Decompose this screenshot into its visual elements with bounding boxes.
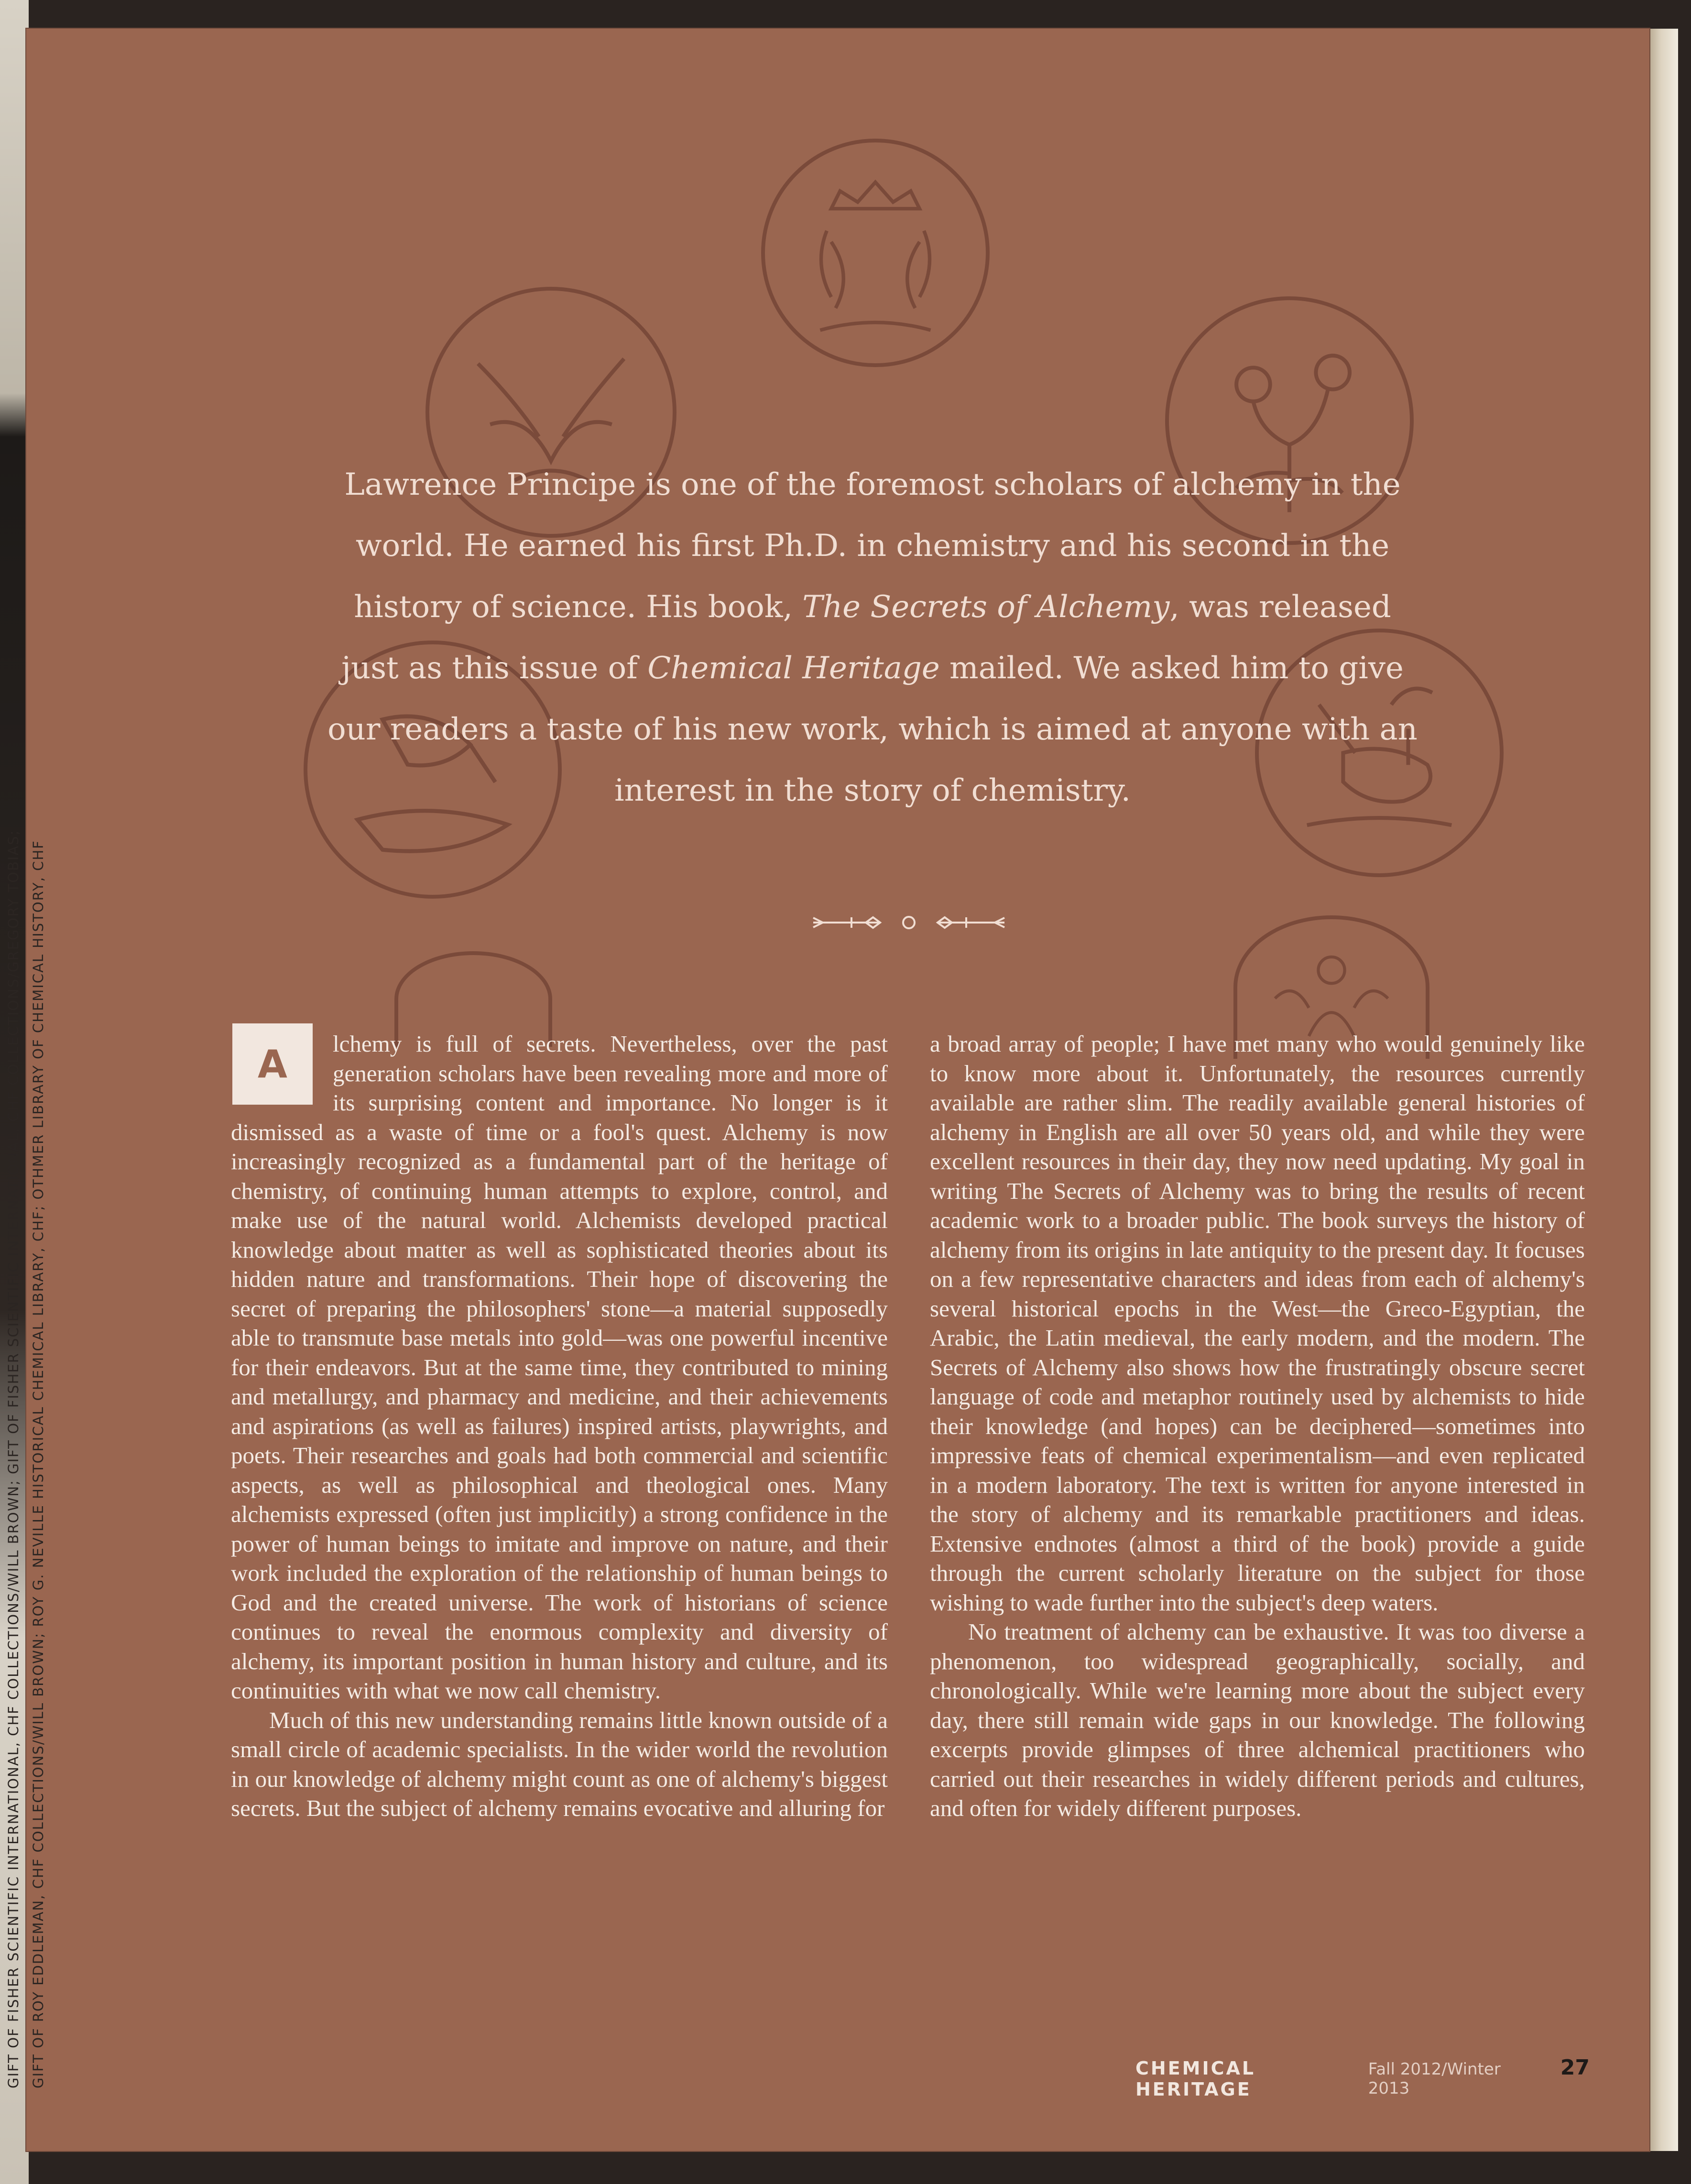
book-title: The Secrets of Alchemy: [802, 589, 1170, 625]
paragraph-2-continued: a broad array of people; I have met many who would genuinely like to know more about it. Unfortunately, the resources currently available are rather slim. The readily available general histories of alchemy in English are all over 50 years old, and while they were excellent resources in their day, they now need updating. My goal in writing The Secrets of Alchemy was to bring the results of recent academic work to a broader public. The book surveys the history of alchemy from its origins in late antiquity to the present day. It focuses on a few representative characters and ideas from each of alchemy's several historical epochs in the West—the Greco-Egyptian, the Arabic, the Latin medieval, the early modern, and the modern. The Secrets of Alchemy also shows how the frustratingly obscure secret language of code and metaphor routinely used by alchemists to hide their knowledge (and hopes) can be deciphered—sometimes into impressive feats of chemical experimentalism—and even replicated in a modern laboratory. The text is written for anyone interested in the story of alchemy and its remarkable practitioners and ideas. Extensive endnotes (almost a third of the book) provide a guide through the current scholarly literature on the subject for those wishing to wade further into the subject's deep waters.: [930, 1031, 1585, 1616]
magazine-title: Chemical Heritage: [647, 651, 940, 686]
paragraph-2: Much of this new understanding remains little known outside of a small circle of academic specialists. In the wider world the revolution in our knowledge of alchemy might count as one of alchemy's biggest secrets. But the subject of alchemy remains evocative and alluring for: [231, 1706, 888, 1821]
body-column-left: [231, 1029, 888, 1823]
page-edge: [1649, 29, 1678, 2151]
crowned-eagles-emblem-icon: [761, 139, 990, 367]
body-column-right: [930, 1029, 1585, 1823]
intro-deck: Lawrence Principe is one of the foremost scholars of alchemy in the world. He earned his first Ph.D. in chemistry and his second in the history of science. His book, The Secrets of Alchemy, was released just as this issue of Chemical Heritage mailed. We asked him to give our readers a taste of his new work, which is aimed at anyone with an interest in the story of chemistry.: [327, 467, 1418, 808]
footer-magazine-name: CHEMICAL HERITAGE: [1135, 2058, 1256, 2100]
page-footer: [1135, 2055, 1590, 2100]
credit-line-2: GIFT OF ROY EDDLEMAN, CHF COLLECTIONS/WILL BROWN; ROY G. NEVILLE HISTORICAL CHEMICAL LIBRARY, CHF; OTHMER LIBRARY OF CHEMICAL HISTORY, CHF: [30, 840, 46, 2088]
magazine-page: [26, 29, 1649, 2151]
page-number: 27: [1560, 2055, 1590, 2080]
credit-line-1: GIFT OF FISHER SCIENTIFIC INTERNATIONAL, CHF COLLECTIONS/WILL BROWN; GIFT OF FISHER SCIENTIFIC INTERNATIONAL, CHF COLLECTIONS/GREGORY TOBIAS;: [5, 829, 22, 2088]
paragraph-3: No treatment of alchemy can be exhaustive. It was too diverse a phenomenon, too widespread geographically, socially, and chronologically. While we're learning more about the subject every day, there still remain wide gaps in our knowledge. The following excerpts provide glimpses of three alchemical practitioners who carried out their researches in widely different periods and cultures, and often for widely different purposes.: [930, 1619, 1585, 1821]
photo-credits: [1, 829, 51, 2088]
paragraph-1: lchemy is full of secrets. Nevertheless, over the past generation scholars have been revealing more and more of its surprising content and importance. No longer is it dismissed as a waste of time or a fool's quest. Alchemy is now increasingly recognized as a fundamental part of the heritage of chemistry, of continuing human attempts to explore, control, and make use of the natural world. Alchemists developed practical knowledge about matter as well as sophisticated theories about its hidden nature and transformations. Their hope of discovering the secret of preparing the philosophers' stone—a material supposedly able to transmute base metals into gold—was one powerful incentive for their endeavors. But at the same time, they contributed to mining and metallurgy, and pharmacy and medicine, and their achievements and aspirations (as well as failures) inspired artists, playwrights, and poets. Their researches and goals had both commercial and scientific aspects, as well as philosophical and theological ones. Many alchemists expressed (often just implicitly) a strong confidence in the power of human beings to imitate and improve on nature, and their work included the exploration of the relationship of human beings to God and the created universe. The work of historians of science continues to reveal the enormous complexity and diversity of alchemy, its important position in human history and culture, and its continuities with what we now call chemistry.: [231, 1031, 888, 1704]
drop-cap: A: [232, 1023, 313, 1105]
ornament-divider-icon: [808, 911, 1009, 934]
footer-issue: Fall 2012/Winter 2013: [1368, 2060, 1501, 2098]
